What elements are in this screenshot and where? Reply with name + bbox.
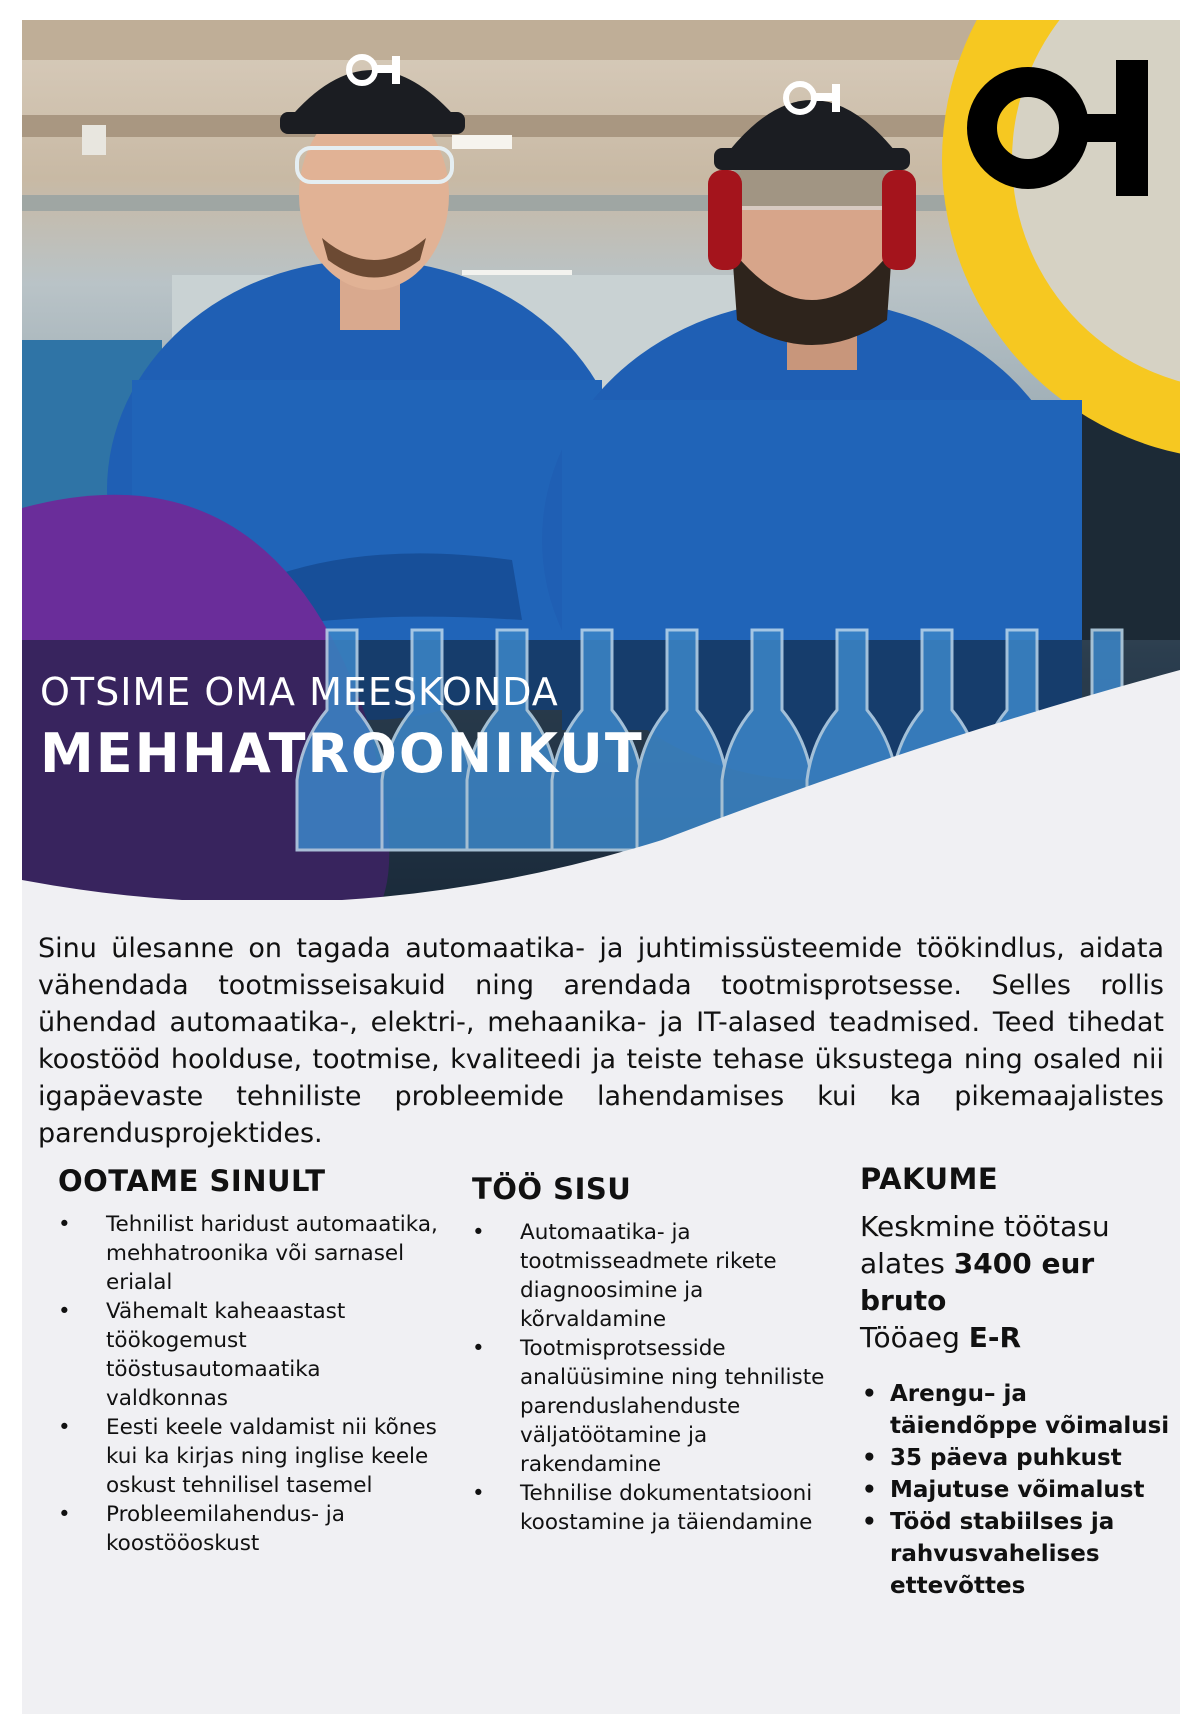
duties-title: TÖÖ SISU	[472, 1172, 632, 1206]
requirements-list	[58, 1210, 438, 1558]
list-item: • Tehnilist haridust automaatika, mehhatroonika või sarnasel erialal	[58, 1210, 438, 1297]
list-item: • Majutuse võimalust	[860, 1474, 1170, 1506]
list-item: • Vähemalt kaheaastast töökogemust tööstusautomaatika valdkonnas	[58, 1297, 438, 1413]
benefits-list	[860, 1378, 1170, 1602]
job-description: Sinu ülesanne on tagada automaatika- ja juhtimissüsteemide töökindlus, aidata vähendada tootmisseisakuid ning arendada tootmisprotsesse. Selles rollis ühendad automaatika-, elektri-, mehaanika- ja IT-alased teadmised. Teed tihedat koostööd hoolduse, tootmise, kvaliteedi ja teiste tehase üksustega ning osaled nii igapäevaste tehniliste probleemide lahendamises kui ka pikemaajalistes parendusprojektides.	[38, 933, 1164, 1149]
salary-info	[860, 1208, 1170, 1356]
list-item: • Eesti keele valdamist nii kõnes kui ka kirjas ning inglise keele oskust tehnilisel tasemel	[58, 1413, 438, 1500]
headline-kicker: OTSIME OMA MEESKONDA	[40, 670, 559, 714]
list-item: • Arengu– ja täiendõppe võimalusi	[860, 1378, 1170, 1442]
list-item: • Automaatika- ja tootmisseadmete rikete diagnoosimine ja kõrvaldamine	[472, 1218, 852, 1334]
duties-section	[472, 1172, 852, 1537]
hero-photo	[22, 20, 1180, 900]
requirements-section	[58, 1164, 438, 1558]
job-title: MEHHATROONIKUT	[40, 722, 644, 785]
hours-value: E-R	[968, 1321, 1022, 1354]
list-item: • Tootmisprotsesside analüüsimine ning tehniliste parenduslahenduste väljatöötamine ja rakendamine	[472, 1334, 852, 1479]
duties-list	[472, 1218, 852, 1537]
hours-label: Tööaeg	[860, 1321, 969, 1354]
salary-value: 3400 eur bruto	[860, 1247, 1095, 1317]
list-item: • Probleemilahendus- ja koostööoskust	[58, 1500, 438, 1558]
requirements-title: OOTAME SINULT	[58, 1164, 326, 1198]
list-item: • Tehnilise dokumentatsiooni koostamine ja täiendamine	[472, 1479, 852, 1537]
offer-section	[860, 1162, 1170, 1602]
list-item: • 35 päeva puhkust	[860, 1442, 1170, 1474]
job-poster	[22, 20, 1180, 1714]
offer-title: PAKUME	[860, 1162, 999, 1196]
list-item: • Tööd stabiilses ja rahvusvahelises ettevõttes	[860, 1506, 1170, 1602]
salary-label: Keskmine töötasu alates	[860, 1210, 1110, 1280]
headline-block	[40, 670, 644, 785]
